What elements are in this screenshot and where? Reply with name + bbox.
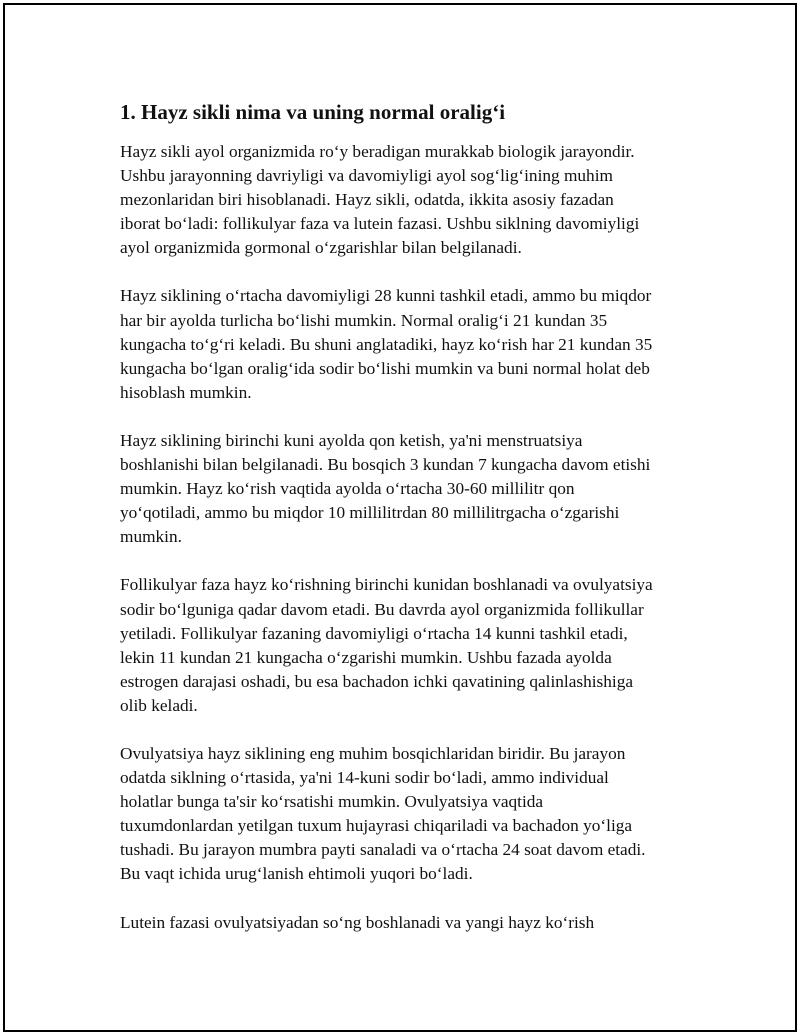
- text-line: Hayz sikli ayol organizmida ro‘y beradigan murakkab biologik jarayondir.: [120, 142, 635, 161]
- text-line: Bu vaqt ichida urug‘lanish ehtimoli yuqori bo‘ladi.: [120, 864, 473, 884]
- text-line: estrogen darajasi oshadi, bu esa bachadon ichki qavatining qalinlashishiga: [120, 671, 634, 691]
- page-frame: [3, 3, 797, 1032]
- text-line: tuxumdonlardan yetilgan tuxum hujayrasi chiqariladi va bachadon yo‘liga: [120, 816, 633, 836]
- document-body: [120, 98, 710, 959]
- section-title: 1. Hayz sikli nima va uning normal oralig‘i: [120, 100, 506, 124]
- text-line: lekin 11 kundan 21 kungacha o‘zgarishi mumkin. Ushbu fazada ayolda: [120, 647, 612, 667]
- text-line: boshlanishi bilan belgilanadi. Bu bosqich 3 kundan 7 kungacha davom etishi: [120, 455, 651, 475]
- text-line: mumkin. Hayz ko‘rish vaqtida ayolda o‘rtacha 30-60 millilitr qon: [120, 479, 575, 499]
- text-line: Hayz siklining o‘rtacha davomiyligi 28 kunni tashkil etadi, ammo bu miqdor: [120, 286, 652, 306]
- text-line: ayol organizmida gormonal o‘zgarishlar bilan belgilanadi.: [120, 238, 522, 258]
- text-line: iborat bo‘ladi: follikulyar faza va lutein fazasi. Ushbu siklning davomiyligi: [120, 214, 640, 234]
- text-line: mumkin.: [120, 527, 182, 547]
- text-line: yetiladi. Follikulyar fazaning davomiyligi o‘rtacha 14 kunni tashkil etadi,: [120, 623, 628, 643]
- paragraph-4: [120, 573, 710, 718]
- text-line: har bir ayolda turlicha bo‘lishi mumkin. Normal oralig‘i 21 kundan 35: [120, 310, 608, 330]
- text-line: kungacha to‘g‘ri keladi. Bu shuni anglatadiki, hayz ko‘rish har 21 kundan 35: [120, 334, 653, 354]
- text-line: Ushbu jarayonning davriyligi va davomiyligi ayol sog‘lig‘ining muhim: [120, 166, 613, 186]
- text-line: kungacha bo‘lgan oralig‘ida sodir bo‘lishi mumkin va buni normal holat deb: [120, 358, 650, 378]
- text-line: holatlar bunga ta'sir ko‘rsatishi mumkin. Ovulyatsiya vaqtida: [120, 792, 544, 812]
- text-line: Hayz siklining birinchi kuni ayolda qon ketish, ya'ni menstruatsiya: [120, 430, 583, 450]
- paragraph-1: [120, 140, 710, 260]
- text-line: tushadi. Bu jarayon mumbra payti sanaladi va o‘rtacha 24 soat davom etadi.: [120, 840, 646, 860]
- text-line: sodir bo‘lguniga qadar davom etadi. Bu davrda ayol organizmida follikullar: [120, 599, 644, 619]
- paragraph-5: [120, 742, 710, 887]
- text-line: odatda siklning o‘rtasida, ya'ni 14-kuni sodir bo‘ladi, ammo individual: [120, 768, 609, 788]
- text-line: yo‘qotiladi, ammo bu miqdor 10 millilitrdan 80 millilitrgacha o‘zgarishi: [120, 503, 620, 523]
- paragraph-6: [120, 911, 710, 935]
- text-line: Follikulyar faza hayz ko‘rishning birinchi kunidan boshlanadi va ovulyatsiya: [120, 575, 653, 595]
- text-line: Ovulyatsiya hayz siklining eng muhim bosqichlaridan biridir. Bu jarayon: [120, 743, 626, 763]
- text-line: mezonlaridan biri hisoblanadi. Hayz sikli, odatda, ikkita asosiy fazadan: [120, 190, 614, 210]
- text-line: hisoblash mumkin.: [120, 382, 252, 402]
- text-line: olib keladi.: [120, 695, 198, 715]
- paragraph-2: [120, 284, 710, 404]
- paragraph-3: [120, 429, 710, 549]
- text-line: Lutein fazasi ovulyatsiyadan so‘ng boshlanadi va yangi hayz ko‘rish: [120, 912, 595, 932]
